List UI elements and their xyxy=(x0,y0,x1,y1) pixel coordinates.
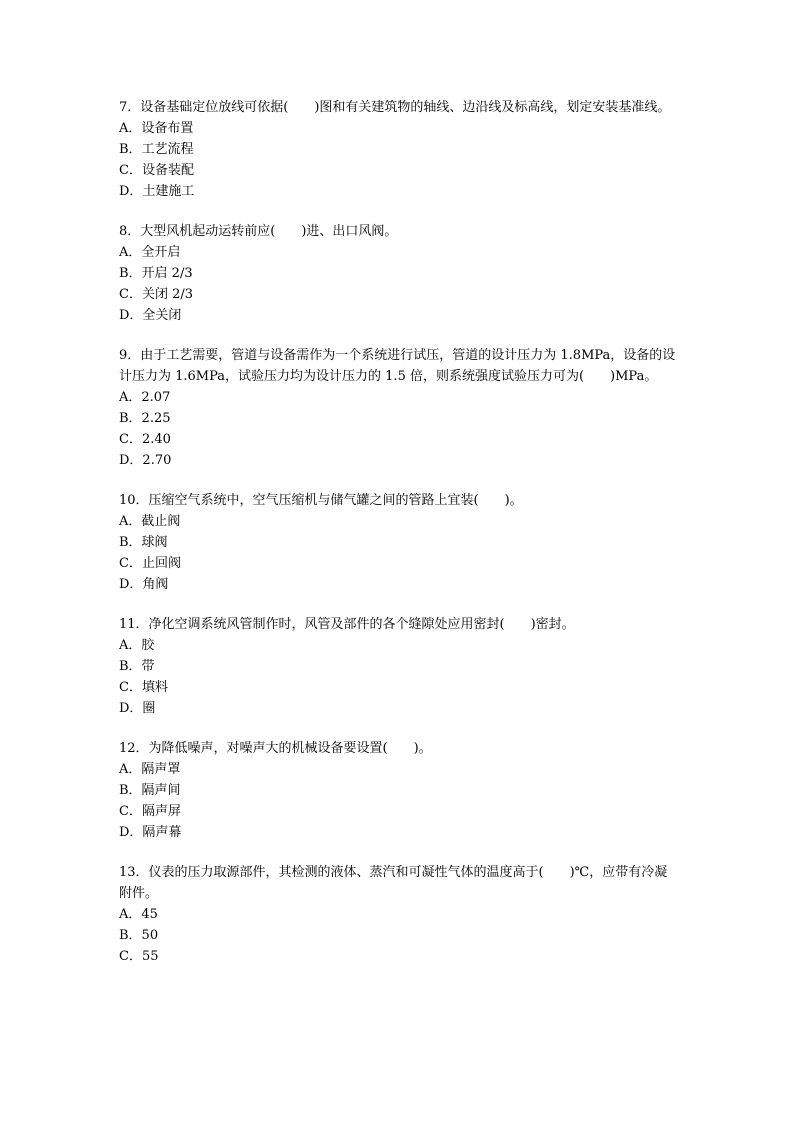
question-12 xyxy=(119,738,679,843)
option-list xyxy=(119,387,679,471)
question-stem: 7．设备基础定位放线可依据( )图和有关建筑物的轴线、边沿线及标高线，划定安装基准线。 xyxy=(119,100,671,115)
question-list xyxy=(119,97,679,986)
option-list xyxy=(119,904,679,967)
option-b: B．工艺流程 xyxy=(119,142,194,157)
option-list xyxy=(119,635,679,719)
question-stem: 10．压缩空气系统中，空气压缩机与储气罐之间的管路上宜装( )。 xyxy=(119,493,523,508)
question-stem: 8．大型风机起动运转前应( )进、出口风阀。 xyxy=(119,224,398,239)
option-a: A．截止阀 xyxy=(119,514,181,529)
question-7 xyxy=(119,97,679,202)
option-list xyxy=(119,511,679,595)
question-13 xyxy=(119,862,679,967)
option-list xyxy=(119,759,679,843)
option-d: D．隔声幕 xyxy=(119,825,182,840)
option-b: B．带 xyxy=(119,659,155,674)
option-c: C．止回阀 xyxy=(119,556,181,571)
option-c: C．隔声屏 xyxy=(119,804,181,819)
option-b: B．2.25 xyxy=(119,411,171,426)
option-a: A．胶 xyxy=(119,638,155,653)
option-a: A．隔声罩 xyxy=(119,762,181,777)
option-c: C．设备装配 xyxy=(119,163,194,178)
option-b: B．50 xyxy=(119,928,159,943)
option-c: C．55 xyxy=(119,949,159,964)
option-d: D．圈 xyxy=(119,701,156,716)
question-stem: 9．由于工艺需要，管道与设备需作为一个系统进行试压，管道的设计压力为 1.8MPa，设备的设计压力为 1.6MPa，试验压力均为设计压力的 1.5 倍，则系统强度试验压力可为( )MPa。 xyxy=(119,348,676,384)
option-c: C．2.40 xyxy=(119,432,171,447)
option-b: B．开启 2/3 xyxy=(119,266,193,281)
option-d: D．土建施工 xyxy=(119,184,195,199)
option-d: D．2.70 xyxy=(119,453,172,468)
option-a: A．2.07 xyxy=(119,390,171,405)
question-9 xyxy=(119,345,679,471)
option-list xyxy=(119,242,679,326)
option-d: D．全关闭 xyxy=(119,308,182,323)
option-b: B．球阀 xyxy=(119,535,168,550)
question-stem: 12．为降低噪声，对噪声大的机械设备要设置( )。 xyxy=(119,741,432,756)
option-list xyxy=(119,118,679,202)
question-stem: 11．净化空调系统风管制作时，风管及部件的各个缝隙处应用密封( )密封。 xyxy=(119,617,575,632)
option-a: A．全开启 xyxy=(119,245,181,260)
question-stem: 13．仪表的压力取源部件，其检测的液体、蒸汽和可凝性气体的温度高于( )℃，应带有冷凝附件。 xyxy=(119,865,668,901)
option-a: A．45 xyxy=(119,907,158,922)
option-c: C．填料 xyxy=(119,680,168,695)
option-a: A．设备布置 xyxy=(119,121,194,136)
question-8 xyxy=(119,221,679,326)
option-c: C．关闭 2/3 xyxy=(119,287,194,302)
question-10 xyxy=(119,490,679,595)
question-11 xyxy=(119,614,679,719)
option-d: D．角阀 xyxy=(119,577,169,592)
option-b: B．隔声间 xyxy=(119,783,181,798)
